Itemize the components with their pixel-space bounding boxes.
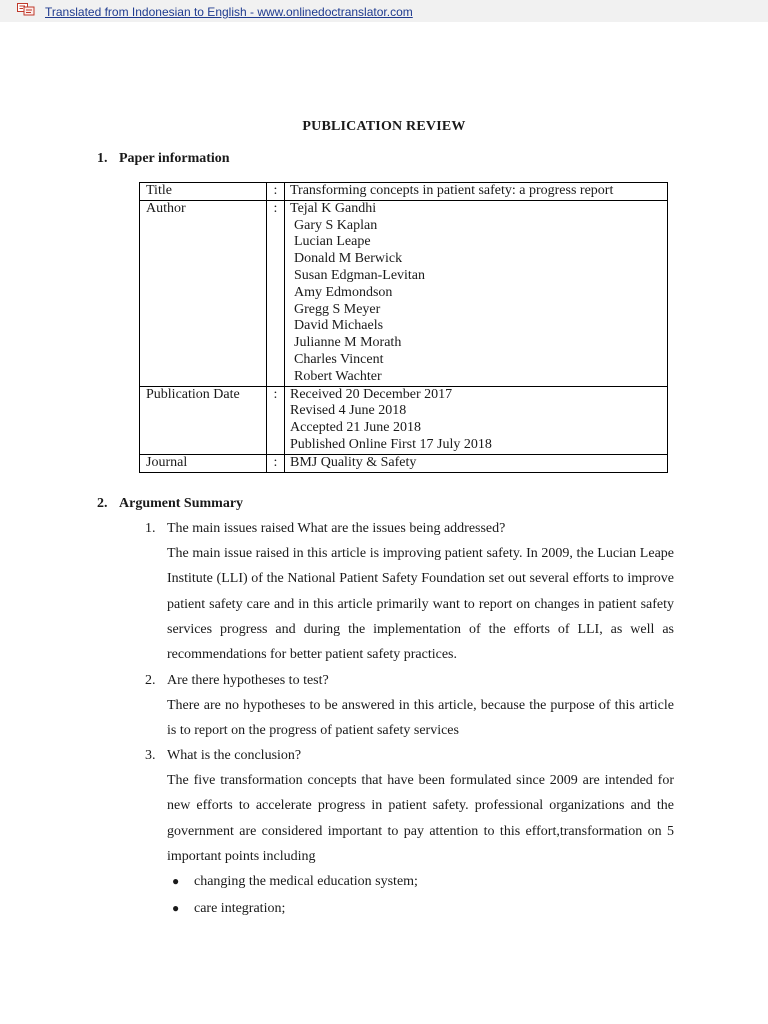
question-text: Are there hypotheses to test? bbox=[167, 673, 329, 688]
question-number: 3. bbox=[145, 748, 156, 763]
author-name: Lucian Leape bbox=[294, 234, 371, 250]
section-number: 1. bbox=[97, 151, 108, 166]
table-row-author bbox=[140, 200, 668, 386]
row-label: Title bbox=[140, 183, 267, 201]
author-list bbox=[285, 200, 668, 386]
author-name: David Michaels bbox=[294, 318, 384, 334]
bullet-text: changing the medical education system; bbox=[194, 874, 418, 889]
author-name: Charles Vincent bbox=[294, 351, 384, 367]
author-name: Susan Edgman-Levitan bbox=[294, 267, 426, 283]
table-row-title bbox=[140, 183, 668, 201]
publication-date-list bbox=[285, 386, 668, 454]
date-entry: Revised 4 June 2018 bbox=[290, 403, 407, 419]
author-name: Tejal K Gandhi bbox=[290, 200, 377, 216]
author-name: Gregg S Meyer bbox=[294, 301, 381, 317]
date-entry: Published Online First 17 July 2018 bbox=[290, 436, 492, 452]
row-colon: : bbox=[267, 386, 285, 454]
translator-banner bbox=[0, 0, 768, 22]
answer-paragraph: There are no hypotheses to be answered in this article, because the purpose of this article is to report on the progress of patient safety services bbox=[167, 698, 674, 739]
row-value: Transforming concepts in patient safety: a progress report bbox=[285, 183, 668, 201]
translator-link[interactable]: Translated from Indonesian to English - www.onlinedoctranslator.com bbox=[45, 5, 413, 19]
table-row-publication-date bbox=[140, 386, 668, 454]
author-name: Amy Edmondson bbox=[294, 284, 393, 300]
row-colon: : bbox=[267, 454, 285, 472]
date-entry: Accepted 21 June 2018 bbox=[290, 420, 422, 436]
author-name: Robert Wachter bbox=[294, 368, 382, 384]
question-number: 1. bbox=[145, 521, 156, 536]
section-number: 2. bbox=[97, 496, 108, 511]
bullet-dot-icon: ● bbox=[172, 901, 180, 915]
row-colon: : bbox=[267, 183, 285, 201]
question-text: What is the conclusion? bbox=[167, 748, 302, 763]
row-label: Author bbox=[140, 200, 267, 386]
author-name: Julianne M Morath bbox=[294, 335, 402, 351]
row-label: Publication Date bbox=[140, 386, 267, 454]
section-title: Paper information bbox=[119, 151, 230, 166]
translate-icon bbox=[17, 3, 35, 16]
answer-paragraph: The five transformation concepts that have been formulated since 2009 are intended for new efforts to accelerate progress in patient safety. professional organizations and the government are considered important to pay attention to this effort,transformation on 5 important points including bbox=[167, 773, 674, 864]
question-number: 2. bbox=[145, 673, 156, 688]
question-text: The main issues raised What are the issues being addressed? bbox=[167, 521, 506, 536]
section-title: Argument Summary bbox=[119, 496, 244, 511]
author-name: Gary S Kaplan bbox=[294, 217, 378, 233]
row-value: BMJ Quality & Safety bbox=[285, 454, 668, 472]
paper-info-table bbox=[139, 182, 668, 473]
document-title: PUBLICATION REVIEW bbox=[302, 119, 466, 134]
answer-paragraph: The main issue raised in this article is improving patient safety. In 2009, the Lucian Leape Institute (LLI) of the National Patient Safety Foundation set out several efforts to improve patient safety care and in this article primarily want to report on changes in patient safety services progress and during the implementation of the efforts of LLI, as well as recommendations for better patient safety practices. bbox=[167, 546, 674, 663]
row-colon: : bbox=[267, 200, 285, 386]
author-name: Donald M Berwick bbox=[294, 251, 403, 267]
table-row-journal bbox=[140, 454, 668, 472]
bullet-text: care integration; bbox=[194, 901, 286, 916]
date-entry: Received 20 December 2017 bbox=[290, 386, 453, 402]
bullet-dot-icon: ● bbox=[172, 874, 180, 888]
row-label: Journal bbox=[140, 454, 267, 472]
